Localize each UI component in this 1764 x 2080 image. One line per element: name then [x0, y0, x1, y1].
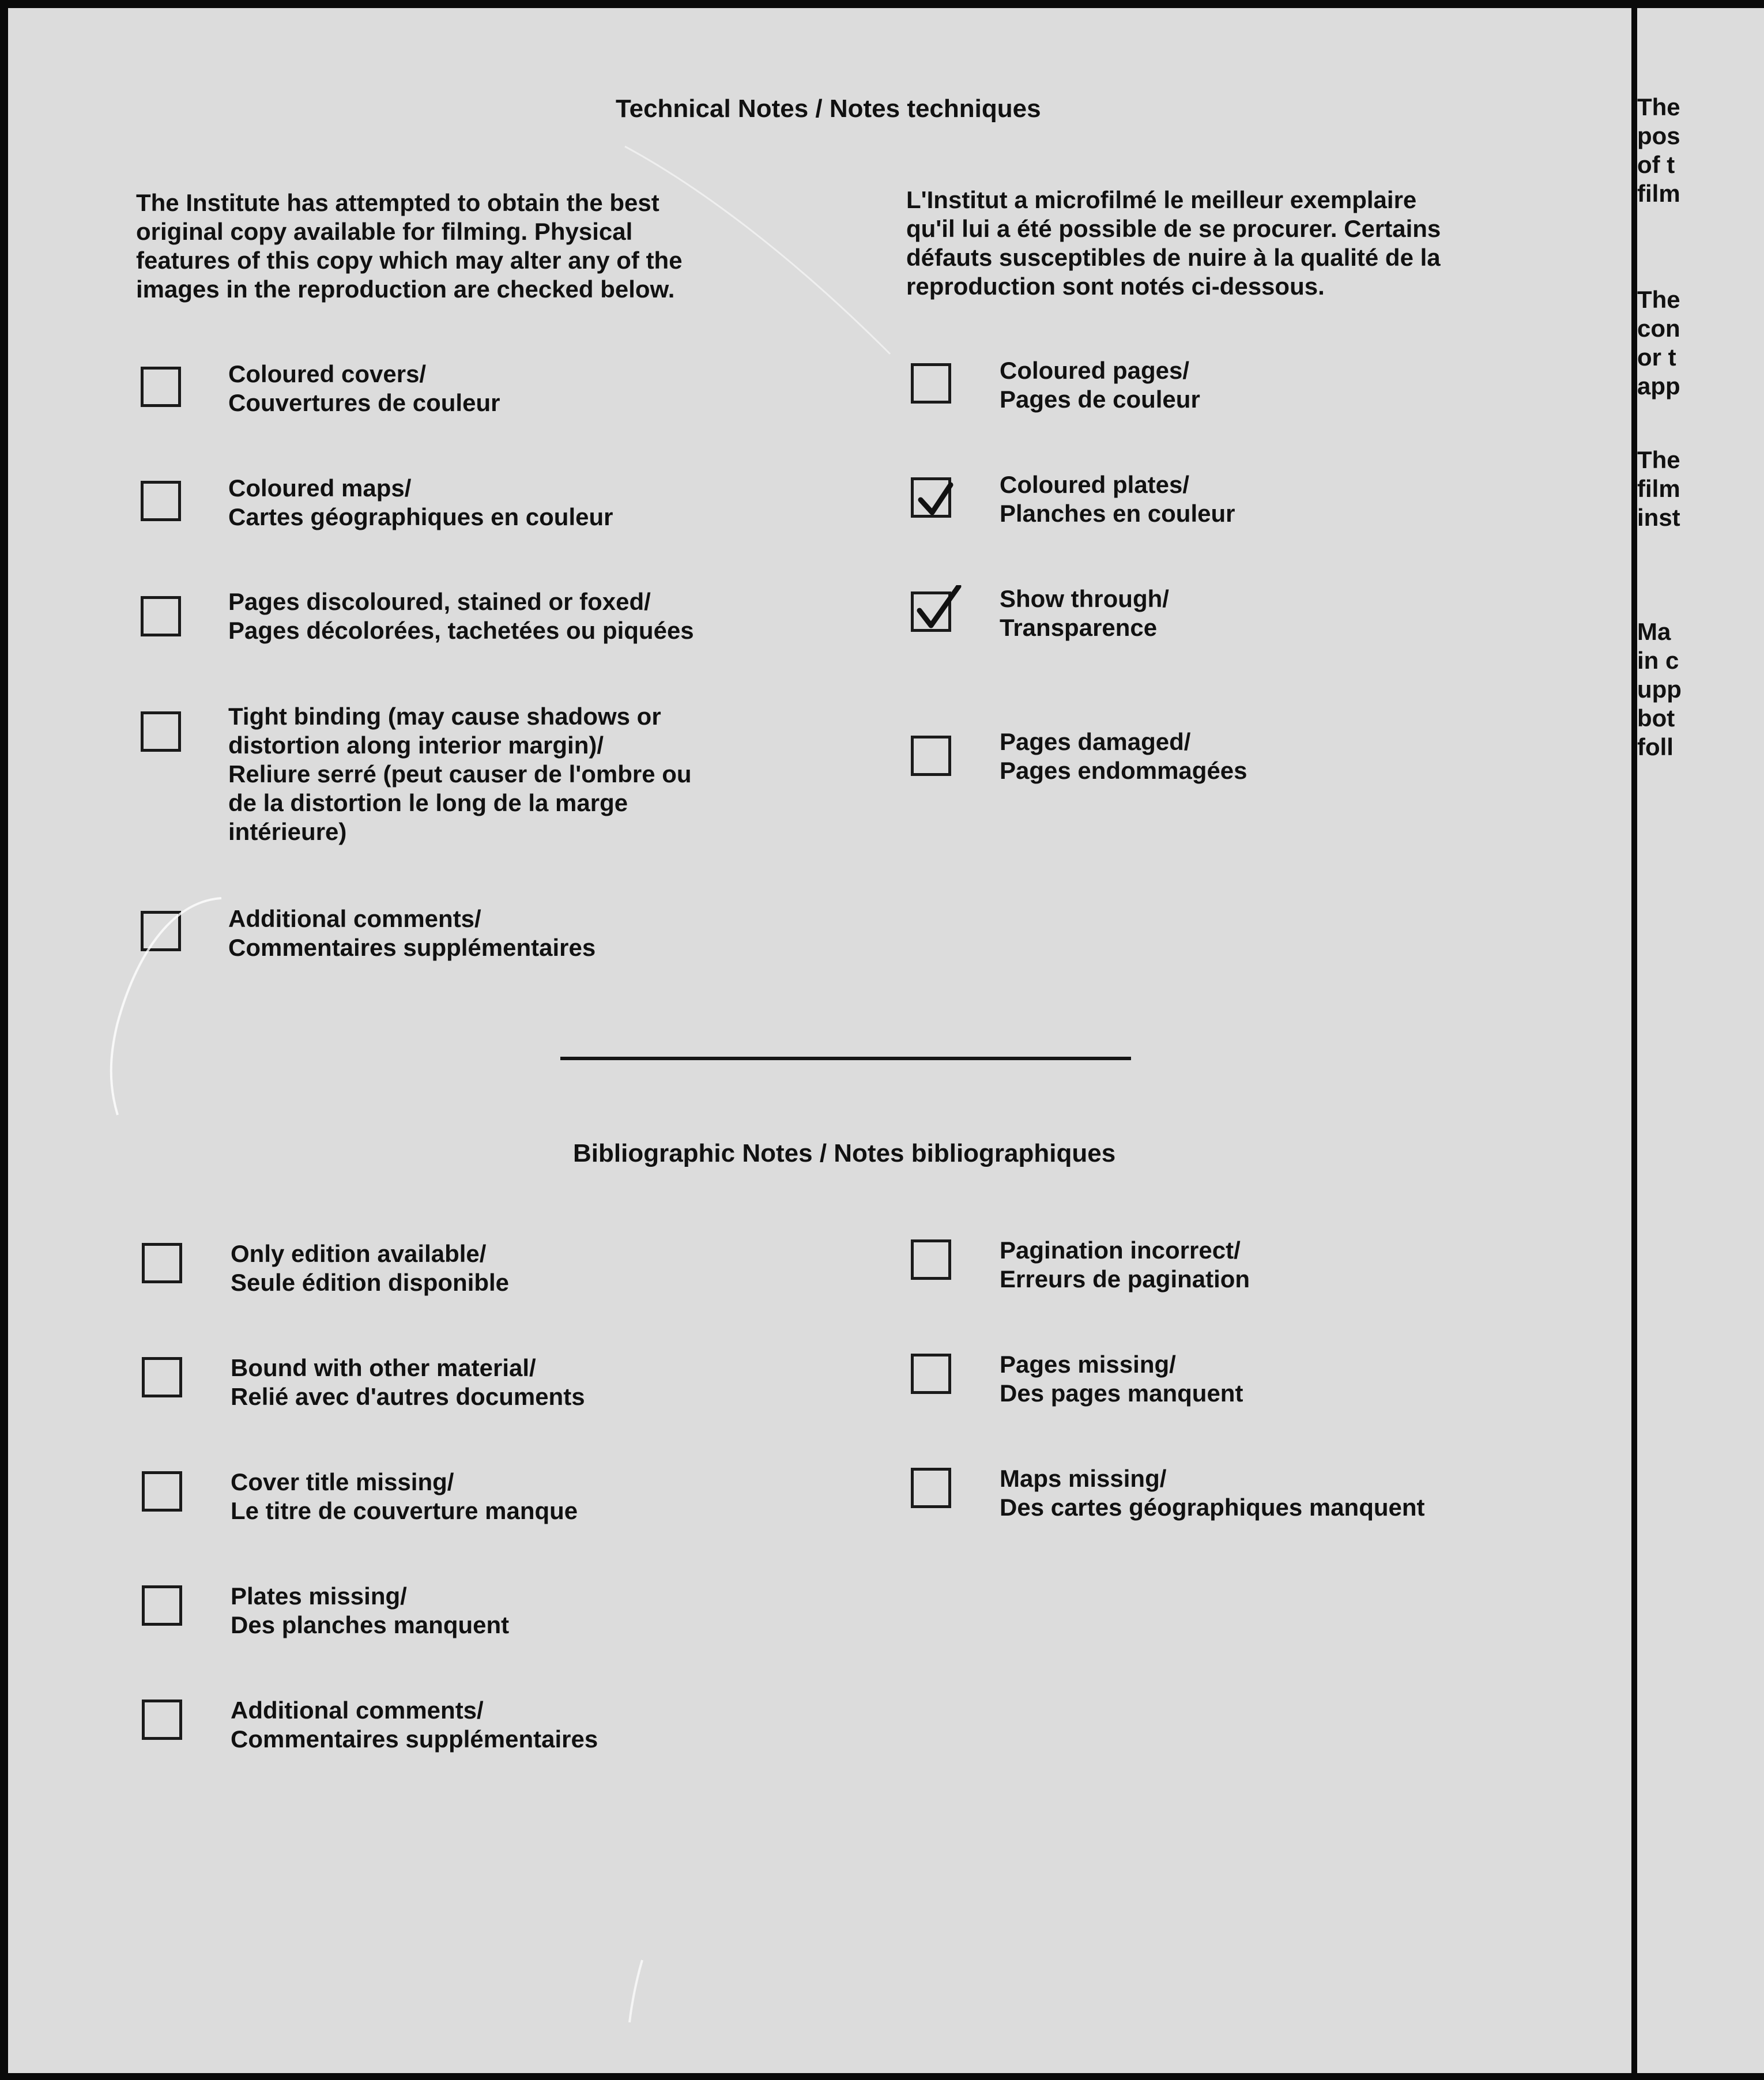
side-text-fragment: upp — [1637, 676, 1682, 703]
checkbox-pages-damaged[interactable] — [911, 736, 951, 776]
label-tight-binding: Tight binding (may cause shadows or distortion along interior margin)/ Reliure serré (peut causer de l'ombre ou de la distortion le long de la marge intérieure) — [228, 703, 692, 845]
side-text-fragment: film — [1637, 475, 1680, 502]
label-coloured-maps: Coloured maps/ Cartes géographiques en couleur — [228, 474, 613, 530]
checkmark-icon — [910, 471, 962, 523]
side-text-fragment: Ma — [1637, 618, 1671, 645]
bibliographic-notes-heading: Bibliographic Notes / Notes bibliographiques — [573, 1139, 1116, 1167]
label-show-through: Show through/ Transparence — [1000, 585, 1169, 641]
notes-sheet — [8, 8, 1631, 2073]
label-only-edition: Only edition available/ Seule édition disponible — [231, 1240, 510, 1296]
checkbox-pages-discoloured[interactable] — [141, 596, 181, 636]
label-coloured-covers: Coloured covers/ Couvertures de couleur — [228, 360, 500, 416]
label-plates-missing: Plates missing/ Des planches manquent — [231, 1582, 510, 1638]
technical-intro-english: The Institute has attempted to obtain the best original copy available for filming. Physical features of this copy which may alter any of the images in the reproduction are checked below. — [136, 189, 683, 303]
side-text-fragment: foll — [1637, 733, 1673, 760]
label-maps-missing: Maps missing/ Des cartes géographiques manquent — [1000, 1465, 1425, 1521]
checkbox-show-through[interactable] — [911, 591, 951, 632]
side-text-fragment: app — [1637, 372, 1680, 400]
checkbox-technical-additional-comments[interactable] — [141, 911, 181, 951]
label-technical-additional-comments: Additional comments/ Commentaires supplémentaires — [228, 905, 596, 961]
side-text-fragment: film — [1637, 180, 1680, 207]
adjacent-page-fragment — [1637, 8, 1764, 2073]
side-text-fragment: The — [1637, 446, 1680, 473]
label-bound-with-other: Bound with other material/ Relié avec d'autres documents — [231, 1354, 585, 1410]
section-divider — [560, 1057, 1131, 1060]
label-pages-discoloured: Pages discoloured, stained or foxed/ Pages décolorées, tachetées ou piquées — [228, 588, 694, 644]
technical-notes-heading: Technical Notes / Notes techniques — [616, 95, 1041, 123]
checkbox-coloured-plates[interactable] — [911, 477, 951, 518]
label-pagination-incorrect: Pagination incorrect/ Erreurs de pagination — [1000, 1237, 1250, 1293]
technical-intro-french: L'Institut a microfilmé le meilleur exemplaire qu'il lui a été possible de se procurer. Certains défauts susceptibles de nuire à la qualité de la reproduction sont notés ci-dessous. — [906, 186, 1441, 300]
checkbox-cover-title-missing[interactable] — [142, 1471, 182, 1512]
label-coloured-plates: Coloured plates/ Planches en couleur — [1000, 471, 1235, 527]
side-text-fragment: The — [1637, 286, 1680, 313]
checkmark-icon — [910, 585, 962, 637]
side-text-fragment: of t — [1637, 151, 1675, 178]
label-bibliographic-additional-comments: Additional comments/ Commentaires supplémentaires — [231, 1697, 598, 1753]
checkbox-maps-missing[interactable] — [911, 1468, 951, 1508]
side-text-fragment: bot — [1637, 704, 1675, 732]
checkbox-bibliographic-additional-comments[interactable] — [142, 1700, 182, 1740]
side-text-fragment: The — [1637, 93, 1680, 120]
label-pages-missing: Pages missing/ Des pages manquent — [1000, 1351, 1243, 1407]
side-text-fragment: pos — [1637, 122, 1680, 149]
side-text-fragment: inst — [1637, 504, 1680, 531]
label-coloured-pages: Coloured pages/ Pages de couleur — [1000, 357, 1200, 413]
label-pages-damaged: Pages damaged/ Pages endommagées — [1000, 728, 1247, 784]
checkbox-coloured-covers[interactable] — [141, 367, 181, 407]
checkbox-coloured-pages[interactable] — [911, 363, 951, 404]
checkbox-pages-missing[interactable] — [911, 1354, 951, 1394]
label-cover-title-missing: Cover title missing/ Le titre de couverture manque — [231, 1468, 578, 1524]
checkbox-plates-missing[interactable] — [142, 1585, 182, 1626]
side-text-fragment: or t — [1637, 344, 1676, 371]
checkbox-coloured-maps[interactable] — [141, 481, 181, 521]
checkbox-bound-with-other[interactable] — [142, 1357, 182, 1397]
film-scratch — [625, 1957, 648, 2026]
side-text-fragment: con — [1637, 315, 1680, 342]
side-text-fragment: in c — [1637, 647, 1679, 674]
checkbox-pagination-incorrect[interactable] — [911, 1239, 951, 1280]
checkbox-tight-binding[interactable] — [141, 711, 181, 752]
checkbox-only-edition[interactable] — [142, 1243, 182, 1283]
